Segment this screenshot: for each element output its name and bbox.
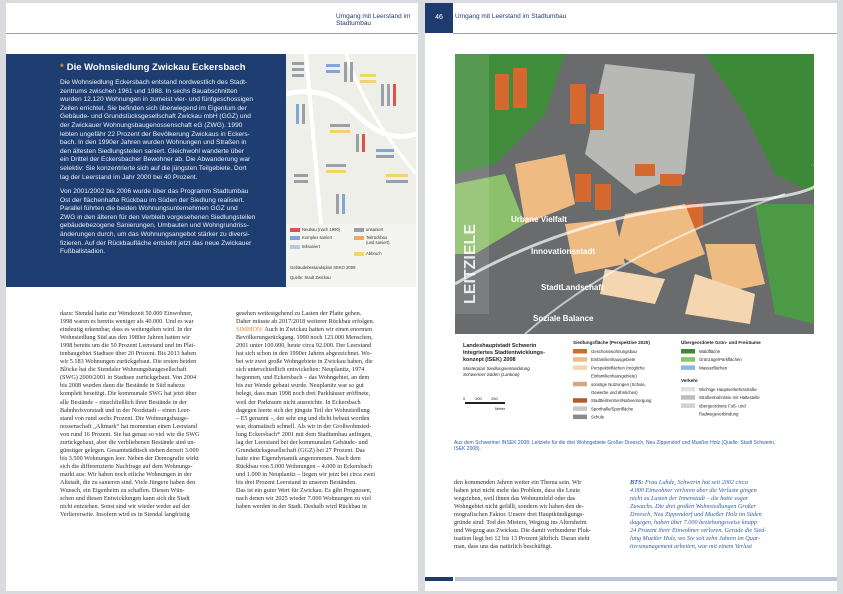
legend-a-title: Siedlungsfläche (Perspektive 2020)	[573, 340, 650, 345]
map-caption	[454, 440, 816, 453]
map-vertical-label: LEITZIELE	[462, 224, 479, 304]
text-line: Fußballstadion.	[60, 248, 106, 256]
map-scale-100: 100	[475, 396, 482, 401]
map-scale-0: 0	[463, 396, 466, 401]
map-scale-unit: Meter	[495, 406, 506, 411]
legend-entry: Gewerbe und ähnliches)	[591, 390, 638, 395]
left-column-2	[236, 310, 406, 511]
legend-entry: Schule	[591, 414, 605, 420]
right-column-2	[630, 479, 820, 551]
text-line: bis zur Wende gebaut wurde. Neuplanitz war so gut	[236, 382, 364, 390]
legend-swatch	[573, 406, 587, 411]
text-line: fizieren. Auf der Rückbaufläche entsteht jetzt das neue Zwickauer	[60, 239, 252, 247]
map-label-stadtlandschaft: StadtLandschaft	[541, 283, 604, 292]
text-line: Rückbau von 5.000 Wohnungen – 4.000 in Eckersbach	[236, 462, 373, 470]
text-line: 2001 unter 100.000, heute circa 92.000. Der Leerstand	[236, 342, 372, 350]
legend-swatch	[681, 395, 695, 400]
text-line: (SWG) 2000/2001 in Stadtsee zurückgebaut. Von 2004	[60, 374, 197, 382]
text-line: Bahnhofsvorstadt und in der Nordstadt – einen Leer-	[60, 406, 191, 414]
info-box-title	[60, 62, 246, 73]
text-line: gebäudebezogene Sanierungen, Umbauten und Wohngrundriss-	[60, 222, 250, 230]
text-line: Parallel führten die beiden Wohnungsunternehmen GGZ und	[60, 205, 238, 213]
text-line: schen und diesen Entwicklungen kann sich die Stadt	[60, 495, 190, 503]
map-caption-line-1: Aus dem Schweriner INSEK 2008: Leitziele für die drei Wohngebiete Großer Dreesch, Neu Zippendorf und Mueßer Holz (Quelle: Stadt Schwerin,	[454, 440, 776, 446]
text-line: Dreesch, Neu Zippendorf und Mueßer Holz im Süden	[630, 511, 762, 519]
text-line: Auch in Zwickau hatten wir einen enormen	[263, 326, 372, 334]
legend-swatch	[573, 357, 587, 362]
info-box	[6, 54, 286, 287]
text-line: wir 5.183 Wohnungen zurückgebaut. Die ersten beiden	[60, 358, 197, 366]
text-line: bis drei Prozent Leerstand in unseren Beständen.	[236, 478, 357, 486]
text-line: alle Bestände – einschließlich ihrer Bestände in der	[60, 398, 187, 406]
star-icon: *	[60, 62, 64, 73]
left-header-title: Umgang mit Leerstand im Stadtumbau	[336, 13, 411, 27]
text-line: dagegen leerte sich der jüngste Teil der Wohnsiedlung	[236, 406, 370, 414]
map-title-1: Landeshauptstadt Schwerin	[463, 343, 537, 349]
legend-entry: übergeordnete Fuß- und	[699, 403, 746, 409]
text-line: belegt, dass man 1998 noch drei Parkhäuser eröffnete,	[236, 390, 371, 398]
legend-entry: Wichtige Hauptverkehrsstraße	[699, 387, 757, 392]
text-line: günstiger gelegen. Gesamtstädtisch stehen derzeit 3.000	[60, 446, 199, 454]
text-line: bei wir zwei große Wohngebiete in Zwickau haben, die	[236, 358, 373, 366]
text-line: mografischen Faktor. Unsere drei Hauptkündigungs-	[454, 511, 585, 519]
bottom-bar-accent	[425, 577, 453, 581]
text-line: nach denen wir 2025 wieder 7.000 Wohnungen zu viel	[236, 495, 371, 503]
legend-swatch	[681, 365, 695, 370]
text-line: komplett beseitigt. Die kommunale SWG hat jetzt über	[60, 390, 197, 398]
text-line: zentrums zwischen 1961 und 1988. In sechs Bauabschnitten	[60, 87, 238, 95]
text-line: Zeilen errichtet. Sie befinden sich überwiegend im Eigentum der	[60, 104, 247, 112]
legend-swatch	[681, 349, 695, 354]
legend-source: Quelle: Stadt Zwickau	[290, 275, 331, 280]
left-column-1	[60, 310, 226, 519]
text-line: war, dramatisch schnell. Als wir in der Großwohnsied-	[236, 422, 372, 430]
text-line: nossenschaft „Altmark“ hat momentan einen Leerstand	[60, 422, 197, 430]
legend-entry: Sporthalle/Sportfläche	[591, 406, 634, 412]
legend-entry: Grünzüge/Parkflächen	[699, 357, 742, 363]
text-line: Wohngebiet nicht gefällt, sondern wir haben den de-	[454, 503, 584, 511]
text-line: Die Wohnsiedlung Eckersbach entstand nordwestlich des Stadt-	[60, 79, 248, 86]
text-line: Bevölkerungsrückgang. 1990 noch 123.000 Menschen,	[236, 334, 373, 342]
text-line: Verliererseite. Insofern wird es in Stendal langfristig	[60, 511, 190, 519]
legend-teilrueckbau: Teilrückbau (und saniert)	[354, 235, 390, 245]
legend-entry: Stadtteilzentren/Nahversorgung	[591, 398, 652, 404]
text-line: tiersmanagement arbeiten, war mit einem Verlust	[630, 543, 753, 551]
map-caption-line-2: ISEK 2008).	[454, 446, 481, 453]
info-box-paragraph-2	[60, 188, 282, 257]
left-header-rule	[6, 33, 418, 34]
text-line: markt aus: Wir haben noch etliche Wohnungen in der	[60, 470, 192, 478]
text-line: – E5 genannt –, der sehr eng und dicht bebaut worden	[236, 414, 370, 422]
right-header	[425, 3, 837, 33]
text-line: lebten ungefähr 22 Prozent der Bevölkerung Zwickaus in Eckers-	[60, 130, 250, 138]
text-line: selektiv: Sie konzentrierte sich auf die jüngsten Teilgebiete. Dort	[60, 164, 247, 172]
text-line: Das ist ein guter Wert für Zwickau. Es gibt Prognosen,	[236, 487, 372, 495]
left-header	[6, 3, 418, 33]
page-number: 46	[425, 3, 453, 33]
text-line: eindeutig erkennbar, dass es weitergehen wird. In der	[60, 326, 192, 334]
legend-komplex: Komplex saniert	[290, 235, 332, 240]
map-label-soziale-balance: Soziale Balance	[533, 314, 594, 323]
schwerin-map-graphic	[455, 54, 814, 438]
text-line: den kommenden Jahren weiter ein Thema sein. Wir	[454, 479, 582, 486]
text-line: nicht entziehen. Sonst sind wir wieder weder auf der	[60, 503, 191, 511]
text-line: haben werden in der Stadt. Deshalb wird Rückbau in	[236, 503, 367, 511]
text-line: weil der Parkraum nicht ausreichte. In Eckersbach	[236, 398, 361, 406]
text-line: Grundstücksgesellschaft (GGZ) bei 27 Prozent. Das	[236, 446, 365, 454]
text-line: man, dass uns das natürlich beschäftigt.	[454, 543, 553, 551]
legend-teilsaniert: teilsaniert	[290, 244, 320, 249]
legend-abbruch: Abbruch	[354, 251, 382, 256]
text-line: stand von rund sechs Prozent. Die Wohnungsbauge-	[60, 414, 189, 422]
text-line: den ältesten Siedlungsteilen saniert. Gleichwohl wanderte über	[60, 147, 245, 155]
legend-b-title: Übergeordnete Grün- und Freiräume	[681, 340, 761, 345]
text-line: Altstadt, die zu sanieren sind. Viele Jüngere haben den	[60, 478, 196, 486]
text-line: 4.000 Einwohner verloren aber die Verluste gingen	[630, 487, 757, 495]
legend-swatch	[681, 403, 695, 408]
text-line: tenbaugebiet Stadtsee über 20 Prozent. Bis 2013 haben	[60, 350, 197, 358]
text-line: 24 Prozent ihrer Einwohner verloren. Gerade die Sied-	[630, 527, 767, 535]
right-header-rule	[453, 33, 837, 34]
text-line: bis 3.500 Wohnungen leer. Neben der Demografie wirkt	[60, 454, 199, 462]
zwickau-map-graphic	[286, 54, 416, 224]
left-page	[6, 3, 418, 591]
legend-entry: Radwegeverbindung	[699, 411, 739, 417]
zwickau-map	[286, 54, 416, 287]
legend-swatch	[681, 387, 695, 392]
info-box-title-text: Die Wohnsiedlung Zwickau Eckersbach	[66, 62, 246, 73]
text-line: Von 2001/2002 bis 2006 wurde über das Programm Stadtumbau	[60, 188, 249, 195]
map-scale-250: 250	[491, 396, 498, 401]
speaker-bts: BTS:	[630, 479, 644, 486]
text-line: sich unterschiedlich entwickelten: Neuplanitz, 1974	[236, 366, 365, 374]
right-header-title: Umgang mit Leerstand im Stadtumbau	[455, 13, 567, 20]
text-line: ein Drittel der Eckersbacher Bewohner ab. Die Abwanderung war	[60, 156, 251, 164]
map-label-innovationsstadt: Innovationsstadt	[531, 247, 596, 256]
text-line: lag der Leerstand im Jahr 2000 bei 40 Prozent.	[60, 173, 198, 181]
right-column-1	[454, 479, 622, 551]
text-line: Wohnsiedlung Süd aus den 1980er Jahren hatten wir	[60, 334, 190, 342]
text-line: zurückgebaut, aber die verbliebenen Bestände sind un-	[60, 438, 196, 446]
text-line: begonnen, und Eckersbach – das Wohngebiet, an dem	[236, 374, 370, 382]
legend-neubau: Neubau (nach 1990)	[290, 227, 340, 232]
legend-swatch	[573, 398, 587, 403]
legend-swatch	[573, 415, 587, 420]
legend-entry: Einfamilienhausgebiete	[591, 357, 636, 363]
legend-swatch	[573, 382, 587, 387]
legend-swatch	[573, 365, 587, 370]
text-line: haben jetzt nicht mehr das Problem, dass die Leute	[454, 487, 580, 495]
legend-swatch	[681, 357, 695, 362]
text-line: hatte eine Eigendynamik angenommen. Nach dem	[236, 454, 361, 462]
text-line: gesehen weitestgehend zu Lasten der Platte gehen.	[236, 310, 362, 317]
text-line: wurden 12.120 Wohnungen in zumeist vier- und fünfgeschossigen	[60, 96, 254, 104]
text-line: lag der Leerstand bei der kommunalen Gebäude- und	[236, 438, 368, 446]
map-subtitle-1: Masterplan Siedlungsentwicklung	[463, 366, 530, 371]
text-line: änderungen durch, um das Wohnungsangebot stärker zu diversi-	[60, 230, 250, 238]
text-line: Gebäude- und Grundstücksgesellschaft Zwickau mbH (GGZ) und	[60, 113, 251, 121]
text-line: Daher müsste ab 2017/2018 weiterer Rückbau erfolgen.	[236, 318, 375, 326]
text-line: bis 2008 wurden dann die Bestände in Süd nahezu	[60, 382, 185, 390]
legend-entry: sonstige Nutzungen (Schule,	[591, 381, 646, 387]
legend-entry: Wasserflächen	[699, 365, 728, 371]
schwerin-map	[455, 54, 814, 438]
legend-plan: Gebäudebestandsplan SEKO 2009	[290, 265, 356, 270]
text-line: Ost der flächenhafte Rückbau im Süden der Siedlung realisiert.	[60, 196, 245, 204]
text-line: Zuwachs. Die drei großen Wohnsiedlungen Großer	[630, 503, 756, 511]
text-line: lung Eckersbach* 2001 mit dem Stadtumbau anfingen,	[236, 430, 372, 438]
text-line: lung Mueßer Holz, wo Sie seit zehn Jahren im Quar-	[630, 535, 761, 543]
map-title-3: konzept (ISEK) 2008	[463, 357, 516, 363]
text-line: 1998 waren es bereits weniger als 40.000. Und es war	[60, 318, 194, 326]
text-line: Wunsch, ein Eigenheim zu schaffen. Diesen Wün-	[60, 487, 185, 495]
text-line: und Wegzug aus Zwickau. Die damit verbundene Fluk-	[454, 527, 591, 535]
legend-entry: Waldfläche	[699, 349, 721, 354]
text-line: bach. In den 1990er Jahren wurden Wohnungen und Straßen in	[60, 139, 247, 147]
text-line: dazu: Stendal hatte zur Wendezeit 50.000 Einwohner,	[60, 310, 193, 317]
text-line: sich die differenzierte Nachfrage auf dem Wohnungs-	[60, 462, 193, 470]
bottom-bar	[455, 577, 837, 581]
text-line: dagegen, haben über 7.000 beziehungsweise knapp	[630, 519, 757, 527]
legend-swatch	[573, 349, 587, 354]
text-line: hat sich schon in den 1990er Jahren abgezeichnet. Wo-	[236, 350, 372, 358]
info-box-paragraph-1	[60, 79, 282, 182]
legend-entry: Geschosswohnungsbau	[591, 349, 637, 354]
text-line: der Zwickauer Wohnungsbaugenossenschaft eG (ZWG). 1990	[60, 121, 243, 129]
legend-entry: Perspektivflächen (mögliche	[591, 365, 645, 371]
right-page	[425, 3, 837, 591]
text-line: Blöcke hat die Stendaler Wohnungsbaugesellschaft	[60, 366, 187, 374]
map-subtitle-2: Schweriner Süden (Lankow)	[463, 372, 520, 377]
text-line: und 1.000 in Neuplanitz – liegen wir jetzt bei circa zwei	[236, 470, 375, 478]
legend-entry: Straßenbahnlinie mit Haltestelle	[699, 395, 760, 401]
text-line: wegziehen, weil ihnen das Wohnumfeld oder das	[454, 495, 576, 503]
text-line: tuation liegt bei 12 bis 13 Prozent jährlich. Daran sieht	[454, 535, 590, 543]
text-line: nicht zu Lasten der Innenstadt – die hatte sogar	[630, 495, 749, 503]
legend-c-title: Verkehr	[681, 378, 698, 383]
text-line: Frau Luhde, Schwerin hat seit 2002 circa	[643, 479, 749, 486]
text-line: ZWG in den älteren für den Verbleib vorgesehenen Siedlungsteilen	[60, 213, 256, 221]
speaker-simmon: SIMMON:	[236, 326, 264, 334]
legend-entry: Einfamilienhausgebiete)	[591, 373, 637, 379]
legend-unsaniert: unsaniert	[354, 227, 383, 232]
map-label-urbane-vielfalt: Urbane Vielfalt	[511, 215, 567, 224]
text-line: gründe sind: Tod des Mieters, Wegzug ins Altersheim	[454, 519, 587, 527]
text-line: von rund 16 Prozent. Sie hat genau so viel wie die SWG	[60, 430, 200, 438]
text-line: 1998 bereits um die 50 Prozent Leerstand und im Plat-	[60, 342, 196, 350]
map-title-2: Integriertes Stadtentwicklungs-	[463, 350, 545, 356]
